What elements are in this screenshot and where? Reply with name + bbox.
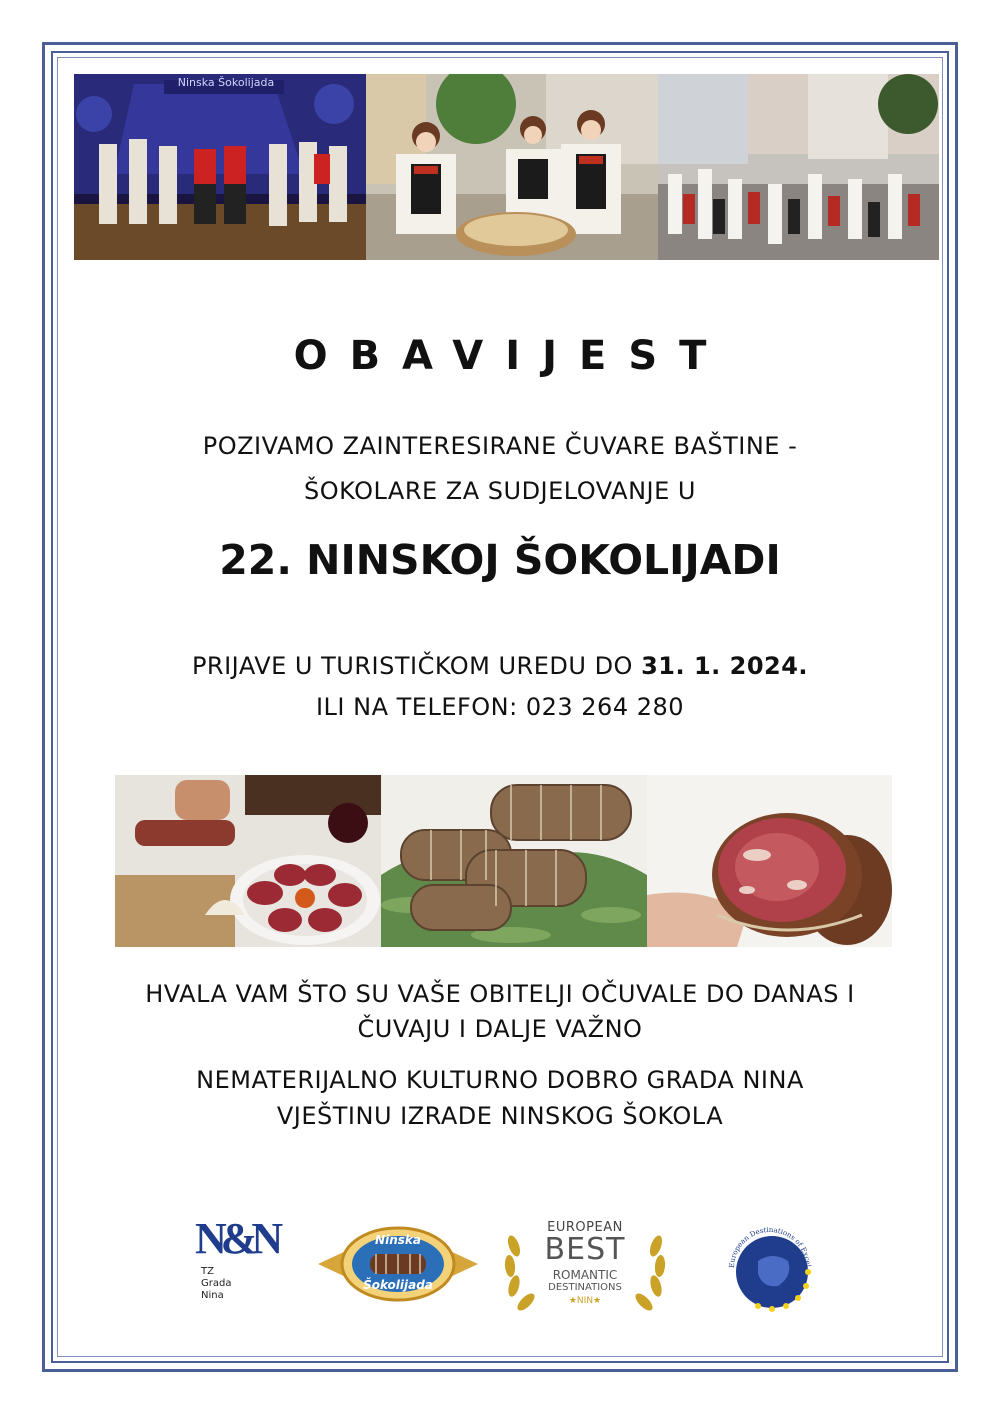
ebd-line2: BEST	[544, 1232, 626, 1267]
phone-line: ILI NA TELEFON: 023 264 280	[315, 693, 685, 721]
tz-logo-line3: Nina	[201, 1290, 224, 1301]
ebd-line1: EUROPEAN	[547, 1220, 623, 1235]
invite-line-1: POZIVAMO ZAINTERESIRANE ČUVARE BAŠTINE -	[202, 432, 798, 460]
sokolijada-top-text: Ninska	[375, 1233, 421, 1247]
tz-logo-line1: TZ	[201, 1266, 214, 1277]
eden-logo	[718, 1216, 822, 1320]
eden-ring-text: European Destinations of Excel	[727, 1225, 812, 1269]
thanks-line-2: ČUVAJU I DALJE VAŽNO	[357, 1015, 643, 1043]
eden-globe-icon	[718, 1216, 822, 1320]
photo-sokol-cross-section	[647, 775, 892, 947]
notice-title: OBAVIJEST	[293, 333, 729, 379]
photo-stage-dancers	[74, 74, 366, 260]
top-photo-strip	[74, 74, 939, 260]
registration-date: 31. 1. 2024.	[641, 652, 809, 680]
tz-grada-nina-logo	[195, 1214, 278, 1308]
registration-prefix: PRIJAVE U TURISTIČKOM UREDU DO	[191, 652, 642, 680]
tz-logo-letters: N&N	[195, 1214, 278, 1263]
ninska-sokolijada-logo	[318, 1224, 478, 1304]
event-name: 22. NINSKOJ ŠOKOLIJADI	[219, 536, 781, 584]
tz-logo-caption	[201, 1266, 231, 1302]
stage-banner-text: Ninska Šokolijada	[177, 76, 275, 89]
invite-line-2: ŠOKOLARE ZA SUDJELOVANJE U	[304, 477, 696, 505]
ebd-line5: ★NIN★	[568, 1296, 602, 1306]
photo-girls-with-basket	[366, 74, 658, 260]
photo-sliced-sokol	[115, 775, 381, 947]
middle-photo-strip	[115, 775, 892, 947]
ebd-line4: DESTINATIONS	[548, 1282, 622, 1293]
heritage-line-2: VJEŠTINU IZRADE NINSKOG ŠOKOLA	[276, 1102, 724, 1130]
thanks-line-1: HVALA VAM ŠTO SU VAŠE OBITELJI OČUVALE DO DANAS I	[145, 980, 855, 1008]
sokolijada-bottom-text: Šokolijada	[363, 1278, 433, 1292]
european-best-destinations-logo	[500, 1216, 670, 1316]
photo-sokol-on-leaves	[381, 775, 647, 947]
heritage-line-1: NEMATERIJALNO KULTURNO DOBRO GRADA NINA	[196, 1066, 804, 1094]
ebd-line3: ROMANTIC	[552, 1268, 618, 1282]
tz-logo-line2: Grada	[201, 1278, 232, 1289]
registration-line	[0, 652, 1000, 680]
sponsor-logos	[0, 1212, 1000, 1322]
photo-street-dance	[658, 74, 939, 260]
